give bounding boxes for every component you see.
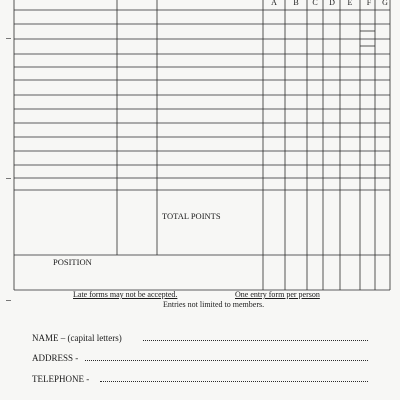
margin-mark bbox=[6, 300, 11, 301]
name-field-label: NAME – (capital letters) bbox=[32, 333, 122, 343]
position-label: POSITION bbox=[53, 257, 92, 267]
entries-not-limited-note: Entries not limited to members. bbox=[163, 300, 265, 309]
total-points-label: TOTAL POINTS bbox=[162, 211, 221, 221]
col-header-e: E bbox=[347, 0, 353, 7]
col-header-c: C bbox=[312, 0, 318, 7]
telephone-field-label: TELEPHONE - bbox=[32, 374, 90, 384]
margin-mark bbox=[6, 38, 11, 39]
col-header-f: F bbox=[366, 0, 372, 7]
name-field-line[interactable] bbox=[143, 337, 368, 341]
col-header-g: G bbox=[382, 0, 388, 7]
telephone-field-line[interactable] bbox=[100, 378, 368, 382]
late-forms-note: Late forms may not be accepted. bbox=[73, 290, 178, 299]
col-header-a: A bbox=[271, 0, 277, 7]
margin-mark bbox=[6, 178, 11, 179]
one-entry-note: One entry form per person bbox=[235, 290, 320, 299]
col-header-d: D bbox=[329, 0, 335, 7]
col-header-b: B bbox=[293, 0, 299, 7]
address-field-label: ADDRESS - bbox=[32, 353, 79, 363]
address-field-line[interactable] bbox=[85, 357, 368, 361]
